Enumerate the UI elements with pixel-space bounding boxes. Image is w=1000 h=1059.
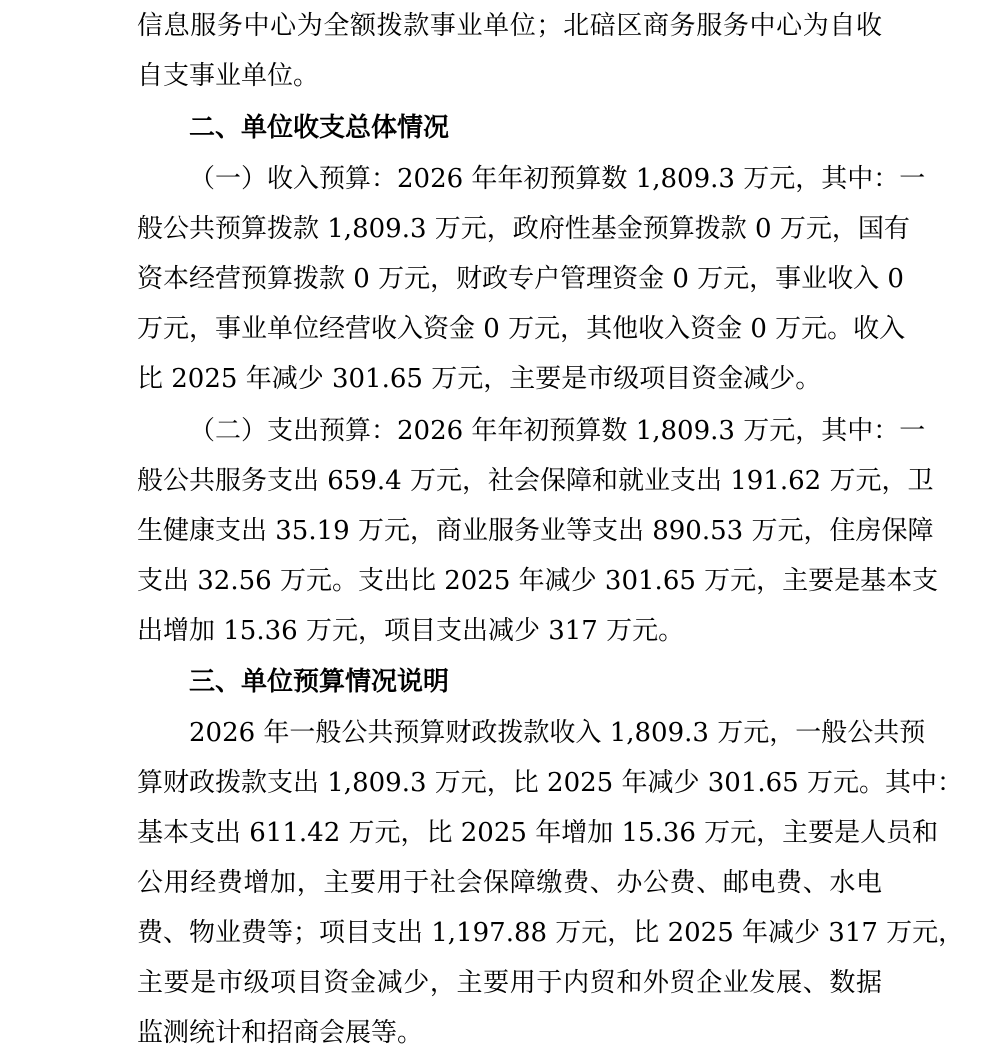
paragraph-line: 比 2025 年减少 301.65 万元，主要是市级项目资金减少。	[137, 364, 822, 394]
paragraph-line: 基本支出 611.42 万元，比 2025 年增加 15.36 万元，主要是人员和	[137, 818, 939, 848]
section-heading: 二、单位收支总体情况	[189, 113, 450, 143]
paragraph-line: 自支事业单位。	[137, 61, 320, 91]
paragraph-line: 出增加 15.36 万元，项目支出减少 317 万元。	[137, 616, 685, 646]
paragraph-line: （一）收入预算：2026 年年初预算数 1,809.3 万元，其中：一	[189, 164, 926, 194]
paragraph-line: 费、物业费等；项目支出 1,197.88 万元，比 2025 年减少 317 万元，	[137, 918, 965, 948]
paragraph-line: 生健康支出 35.19 万元，商业服务业等支出 890.53 万元，住房保障	[137, 516, 934, 546]
paragraph-line: 资本经营预算拨款 0 万元，财政专户管理资金 0 万元，事业收入 0	[137, 264, 904, 294]
paragraph-line: （二）支出预算：2026 年年初预算数 1,809.3 万元，其中：一	[189, 416, 926, 446]
section-heading: 三、单位预算情况说明	[189, 667, 450, 697]
paragraph-line: 2026 年一般公共预算财政拨款收入 1,809.3 万元，一般公共预	[189, 718, 926, 748]
paragraph-line: 公用经费增加，主要用于社会保障缴费、办公费、邮电费、水电	[137, 868, 882, 898]
paragraph-line: 般公共服务支出 659.4 万元，社会保障和就业支出 191.62 万元，卫	[137, 466, 934, 496]
paragraph-line: 支出 32.56 万元。支出比 2025 年减少 301.65 万元，主要是基本支	[137, 566, 939, 596]
paragraph-line: 算财政拨款支出 1,809.3 万元，比 2025 年减少 301.65 万元。其中：	[137, 768, 963, 798]
paragraph-line: 信息服务中心为全额拨款事业单位；北碚区商务服务中心为自收	[137, 11, 882, 41]
paragraph-line: 万元，事业单位经营收入资金 0 万元，其他收入资金 0 万元。收入	[137, 314, 906, 344]
paragraph-line: 监测统计和招商会展等。	[137, 1018, 424, 1048]
paragraph-line: 主要是市级项目资金减少，主要用于内贸和外贸企业发展、数据	[137, 968, 882, 998]
paragraph-line: 般公共预算拨款 1,809.3 万元，政府性基金预算拨款 0 万元，国有	[137, 214, 910, 244]
